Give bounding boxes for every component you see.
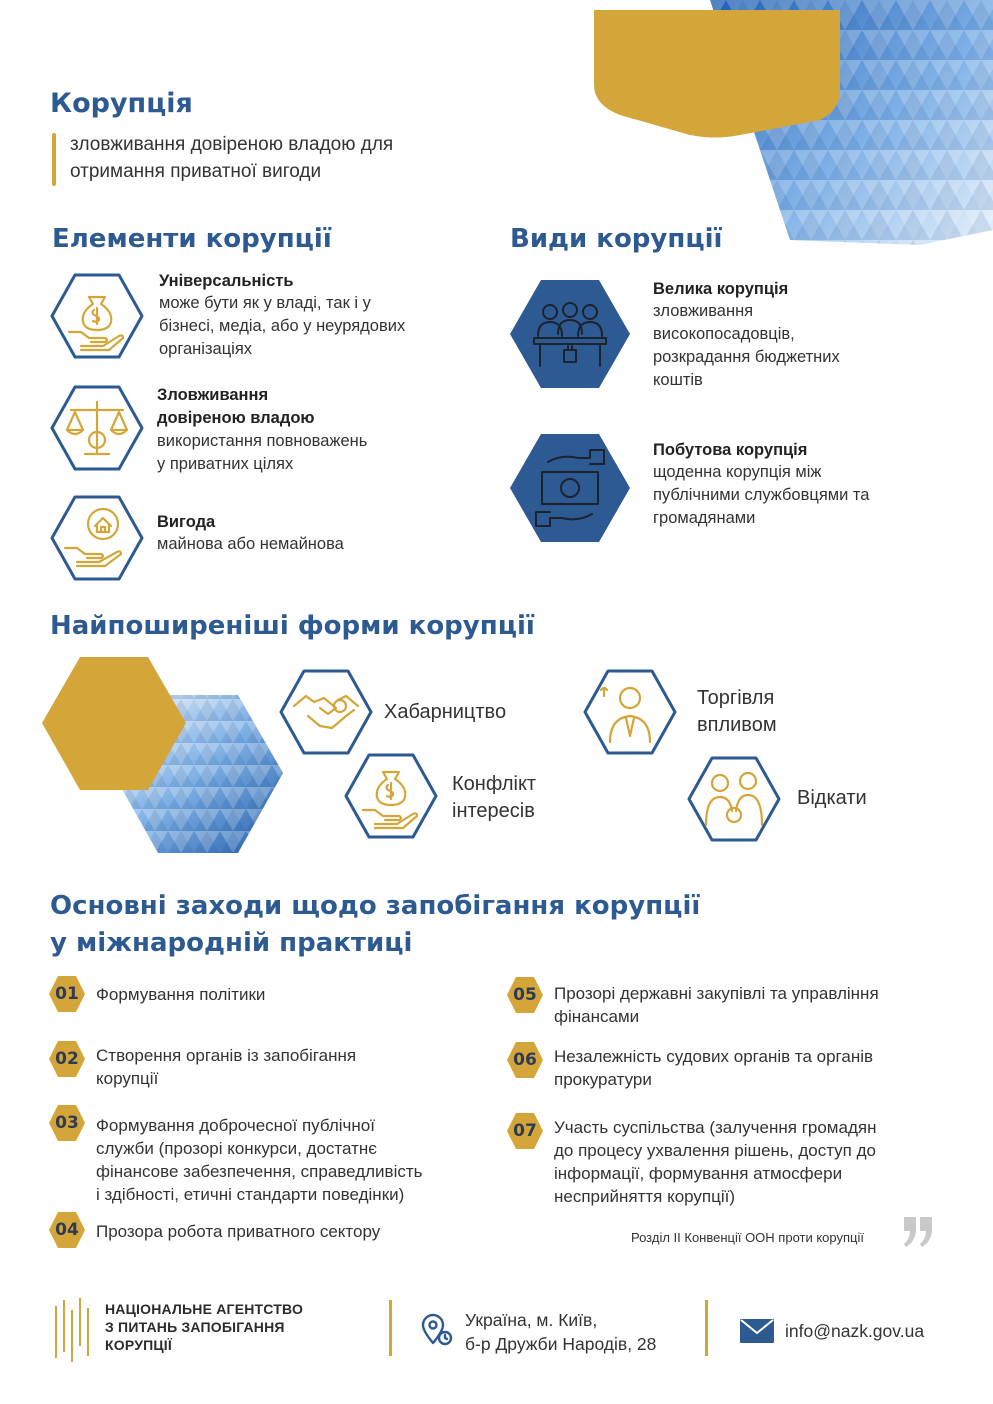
envelope-icon <box>739 1318 775 1344</box>
measure-text: Прозорі державні закупівлі та управління <box>554 984 879 1003</box>
form-label: Конфлікт <box>452 773 537 795</box>
measures-heading-line: у міжнародній практиці <box>50 928 413 958</box>
form-trading-influence <box>697 685 777 739</box>
email-link[interactable]: info@nazk.gov.ua <box>785 1321 925 1341</box>
type-desc-line: публічними службовцями та <box>653 486 870 504</box>
org-name-line: З ПИТАНЬ ЗАПОБІГАННЯ <box>105 1319 285 1335</box>
form-conflict-of-interest <box>452 771 536 825</box>
org-name-line: НАЦІОНАЛЬНЕ АГЕНТСТВО <box>105 1301 304 1317</box>
measure-text: Створення органів із запобігання <box>96 1046 357 1065</box>
measure-number-badge <box>48 1040 86 1078</box>
measures-heading <box>50 888 700 962</box>
element-name-line: Зловживання <box>157 386 269 404</box>
elements-heading: Елементи корупції <box>52 224 332 254</box>
address-line: б-р Дружби Народів, 28 <box>465 1334 657 1354</box>
type-desc <box>653 461 953 530</box>
type-desc-line: щоденна корупція між <box>653 463 822 481</box>
decorative-top-right <box>590 0 993 250</box>
location-pin-icon <box>420 1313 454 1347</box>
definition-line: отримання приватної вигоди <box>70 161 322 182</box>
measure-text: до процесу ухвалення рішень, доступ до <box>554 1141 876 1160</box>
type-name: Велика корупція <box>653 280 789 298</box>
money-bag-hand-icon <box>343 752 439 840</box>
element-desc-line: використання повноважень <box>157 432 368 450</box>
officials-icon <box>508 278 632 390</box>
measure-text: служби (прозорі конкурси, достатнє <box>96 1139 377 1158</box>
element-desc-line: у приватних цілях <box>157 455 294 473</box>
form-kickbacks <box>797 785 867 812</box>
measure-item <box>554 1045 974 1091</box>
measure-number: 05 <box>513 985 537 1005</box>
measure-item <box>96 983 476 1006</box>
type-desc-line: громадянами <box>653 509 756 527</box>
businessman-icon <box>582 668 678 756</box>
measure-text: і здібності, етичні стандарти поведінки) <box>96 1185 405 1204</box>
money-bag-hand-icon <box>49 272 145 360</box>
element-name-line: довіреною владою <box>157 409 315 427</box>
element-abuse-of-power <box>157 384 487 476</box>
footer-divider <box>389 1300 392 1356</box>
element-name: Вигода <box>157 513 216 531</box>
measure-text: корупції <box>96 1069 159 1088</box>
element-desc <box>157 430 487 476</box>
org-name <box>105 1300 303 1354</box>
measure-number: 04 <box>55 1220 79 1240</box>
form-label: Відкати <box>797 787 867 809</box>
measure-text: фінансами <box>554 1007 640 1026</box>
element-universality <box>159 272 489 361</box>
address-line: Україна, м. Київ, <box>465 1310 598 1330</box>
measures-heading-line: Основні заходи щодо запобігання корупції <box>50 891 701 921</box>
element-name: Універсальність <box>159 272 294 290</box>
measure-text: фінансове забезпечення, справедливість <box>96 1162 423 1181</box>
element-desc <box>159 292 489 361</box>
measure-number-badge <box>48 975 86 1013</box>
definition-line: зловживання довіреною владою для <box>70 134 394 155</box>
measure-number-badge <box>48 1104 86 1142</box>
quote-mark-icon <box>902 1215 936 1249</box>
type-desc-line: зловживання <box>653 302 754 320</box>
measure-text: несприйняття корупції) <box>554 1187 736 1206</box>
forms-heading: Найпоширеніші форми корупції <box>50 611 535 641</box>
measure-item <box>96 1114 476 1206</box>
nazk-logo-icon <box>52 1296 94 1362</box>
source-note: Розділ ІІ Конвенції ООН проти корупції <box>631 1230 864 1245</box>
form-label: впливом <box>697 714 777 736</box>
type-desc-line: коштів <box>653 371 703 389</box>
type-name: Побутова корупція <box>653 441 808 459</box>
footer-divider <box>705 1300 708 1356</box>
element-benefit <box>157 513 487 556</box>
type-petty-corruption <box>653 441 953 530</box>
measure-text: Незалежність судових органів та органів <box>554 1047 874 1066</box>
measure-item <box>554 982 974 1028</box>
measure-number: 01 <box>55 984 79 1004</box>
measure-text: Формування політики <box>96 985 266 1004</box>
form-label: Торгівля <box>697 687 775 709</box>
decorative-hexagons <box>38 655 293 860</box>
element-desc-line: може бути як у владі, так і у <box>159 294 371 312</box>
type-grand-corruption <box>653 280 953 392</box>
form-label: Хабарництво <box>384 701 507 723</box>
measure-number: 03 <box>55 1113 79 1133</box>
house-hand-icon <box>49 494 145 582</box>
definition-accent-bar <box>52 133 56 186</box>
measure-number: 06 <box>513 1050 537 1070</box>
element-desc-line: бізнесі, медіа, або у неурядових <box>159 317 406 335</box>
measure-text: Прозора робота приватного сектору <box>96 1222 381 1241</box>
form-bribery <box>384 699 506 726</box>
measure-item <box>96 1044 476 1090</box>
measure-item <box>96 1220 476 1243</box>
measure-number: 07 <box>513 1121 537 1141</box>
measure-text: прокуратури <box>554 1070 652 1089</box>
cash-exchange-icon <box>508 432 632 544</box>
form-label: інтересів <box>452 800 535 822</box>
measure-number-badge <box>506 1112 544 1150</box>
element-desc: майнова або немайнова <box>157 535 344 553</box>
measure-item <box>554 1116 974 1208</box>
two-people-money-icon <box>686 755 782 843</box>
org-name-line: КОРУПЦІЇ <box>105 1337 172 1353</box>
address <box>465 1308 656 1356</box>
type-desc-line: розкрадання бюджетних <box>653 348 840 366</box>
measure-text: інформації, формування атмосфери <box>554 1164 843 1183</box>
type-desc <box>653 300 953 392</box>
measure-number-badge <box>506 976 544 1014</box>
page-title: Корупція <box>50 88 193 119</box>
measure-number-badge <box>506 1041 544 1079</box>
type-desc-line: високопосадовців, <box>653 325 795 343</box>
types-heading: Види корупції <box>510 224 723 254</box>
measure-number-badge <box>48 1211 86 1249</box>
measure-text: Формування доброчесної публічної <box>96 1116 375 1135</box>
handshake-icon <box>278 668 374 756</box>
measure-number: 02 <box>55 1049 79 1069</box>
corruption-definition <box>70 131 490 185</box>
element-name <box>157 384 487 430</box>
element-desc-line: організаціях <box>159 340 253 358</box>
measure-text: Участь суспільства (залучення громадян <box>554 1118 877 1137</box>
scales-icon <box>49 384 145 472</box>
